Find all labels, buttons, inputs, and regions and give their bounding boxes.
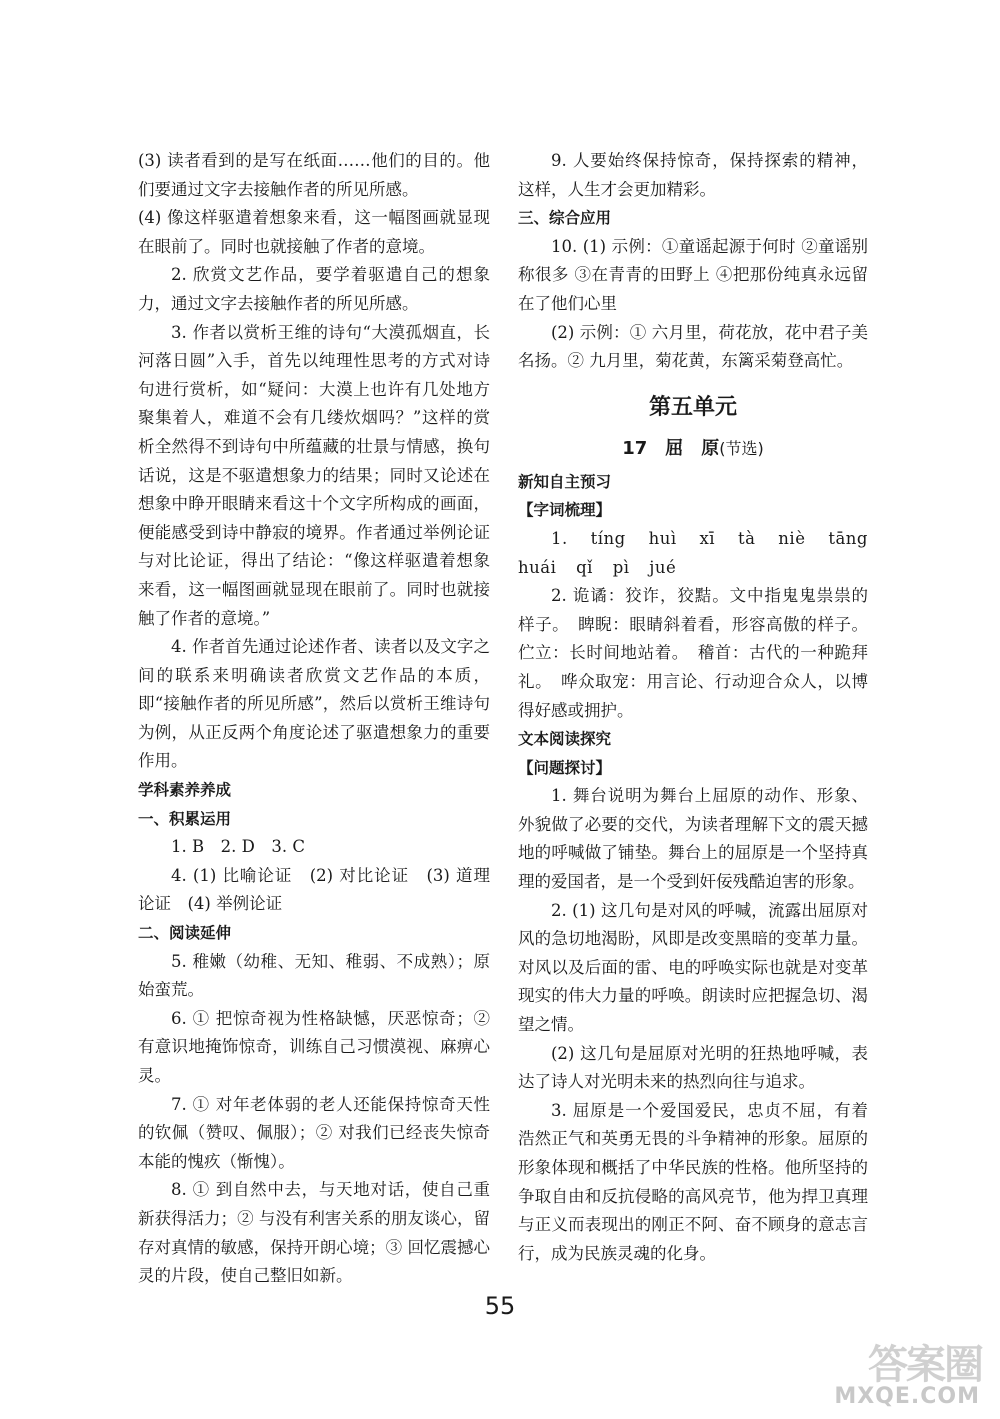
answer-paragraph: 9. 人要始终保持惊奇，保持探索的精神，这样，人生才会更加精彩。 — [518, 151, 868, 199]
answer-paragraph: (4) 像这样驱遣着想象来看，这一幅图画就显现在眼前了。同时也就接触了作者的意境。 — [138, 208, 490, 256]
answer-paragraph: 2. 诡谲：狡诈，狡黠。文中指鬼鬼祟祟的样子。 睥睨：眼睛斜着看，形容高傲的样子。伫立：长时间地站着。 稽首：古代的一种跪拜礼。 哗众取宠：用言论、行动迎合众人，以博得好感或拥护。 — [518, 586, 868, 720]
watermark-text: 答案圈 — [868, 1342, 982, 1388]
section-heading: 文本阅读探究 — [518, 730, 612, 749]
subsection-heading: 【字词梳理】 — [518, 501, 612, 520]
answer-paragraph: 2. (1) 这几句是对风的呼喊，流露出屈原对风的急切地渴盼，风即是改变黑暗的变革力量。对风以及后面的雷、电的呼唤实际也就是对变革现实的伟大力量的呼唤。朗读时应把握急切、渴望之情。 — [518, 900, 868, 1035]
watermark-url: MXQE.COM — [834, 1384, 980, 1409]
section-heading: 一、积累运用 — [138, 809, 232, 828]
answer-paragraph: 7. ① 对年老体弱的老人还能保持惊奇天性的钦佩（赞叹、佩服）；② 对我们已经丧失惊奇本能的愧疚（惭愧）。 — [138, 1094, 490, 1171]
answer-paragraph: 3. 作者以赏析王维的诗句“大漠孤烟直，长河落日圆”入手，首先以纯理性思考的方式对诗句进行赏析，如“疑问：大漠上也许有几处地方聚集着人，难道不会有几缕炊烟吗？”这样的赏析全然得不到诗句中所蕴藏的壮景与情感，换句话说，这是不驱遣想象力的结果；同时又论述在想象中睁开眼睛来看这十个文字所构成的画面，便能感受到诗中静寂的境界。作者通过举例论证与对比论证，得出了结论：“像这样驱遣着想象来看，这一幅图画就显现在眼前了。同时也就接触了作者的意境。” — [138, 322, 490, 628]
answer-paragraph: 3. 屈原是一个爱国爱民，忠贞不屈，有着浩然正气和英勇无畏的斗争精神的形象。屈原的形象体现和概括了中华民族的性格。他所坚持的争取自由和反抗侵略的高风亮节，他为捍卫真理与正义而表现出的刚正不阿、奋不顾身的意志言行，成为民族灵魂的化身。 — [518, 1100, 868, 1263]
section-heading: 学科素养养成 — [138, 781, 232, 800]
answer-paragraph: 10. (1) 示例：①童谣起源于何时 ②童谣别称很多 ③在青青的田野上 ④把那份纯真永远留在了他们心里 — [518, 236, 868, 313]
pinyin-answers: 1. tíng huì xī tà niè tāng huái qǐ pì jué — [518, 528, 868, 577]
left-column — [138, 147, 490, 1291]
lesson-number-title: 17 屈 原 — [622, 437, 720, 459]
answer-paragraph: (2) 这几句是屈原对光明的狂热地呼喊，表达了诗人对光明未来的热烈向往与追求。 — [518, 1043, 868, 1092]
watermark-logo — [836, 1333, 986, 1409]
answer-paragraph: 5. 稚嫩（幼稚、无知、稚弱、不成熟）；原始蛮荒。 — [138, 951, 490, 1000]
answer-paragraph: (3) 读者看到的是写在纸面……他们的目的。他们要通过文字去接触作者的所见所感。 — [138, 151, 490, 199]
page-number: 55 — [484, 1292, 516, 1320]
lesson-title — [518, 434, 868, 464]
answer-paragraph: 1. 舞台说明为舞台上屈原的动作、形象、外貌做了必要的交代，为读者理解下文的震天撼地的呼喊做了铺垫。舞台上的屈原是一个坚持真理的爱国者，是一个受到奸佞残酷迫害的形象。 — [518, 786, 868, 892]
right-column — [518, 147, 868, 1268]
answer-paragraph: 8. ① 到自然中去，与天地对话，使自己重新获得活力；② 与没有利害关系的朋友谈心，留存对真情的敏感，保持开朗心境；③ 回忆震撼心灵的片段，使自己整旧如新。 — [138, 1180, 490, 1286]
lesson-subtitle: (节选) — [719, 438, 764, 458]
answer-paragraph: 1. B 2. D 3. C — [171, 837, 305, 857]
section-heading: 新知自主预习 — [518, 472, 612, 491]
answer-paragraph: 6. ① 把惊奇视为性格缺憾，厌恶惊奇；② 有意识地掩饰惊奇，训练自己习惯漠视、麻痹心灵。 — [138, 1008, 490, 1085]
subsection-heading: 【问题探讨】 — [518, 758, 612, 777]
section-heading: 三、综合应用 — [518, 209, 612, 228]
answer-paragraph: 2. 欣赏文艺作品，要学着驱遣自己的想象力，通过文字去接触作者的所见所感。 — [138, 265, 490, 313]
answer-paragraph: 4. (1) 比喻论证 (2) 对比论证 (3) 道理论证 (4) 举例论证 — [138, 865, 490, 914]
section-heading: 二、阅读延伸 — [138, 924, 232, 943]
answer-paragraph: (2) 示例：① 六月里，荷花放，花中君子美名扬。② 九月里，菊花黄，东篱采菊登高忙。 — [518, 322, 868, 371]
answer-paragraph: 4. 作者首先通过论述作者、读者以及文字之间的联系来明确读者欣赏文艺作品的本质，即“接触作者的所见所感”，然后以赏析王维诗句为例，从正反两个角度论述了驱遣想象力的重要作用。 — [138, 637, 490, 771]
unit-title: 第五单元 — [648, 394, 737, 420]
